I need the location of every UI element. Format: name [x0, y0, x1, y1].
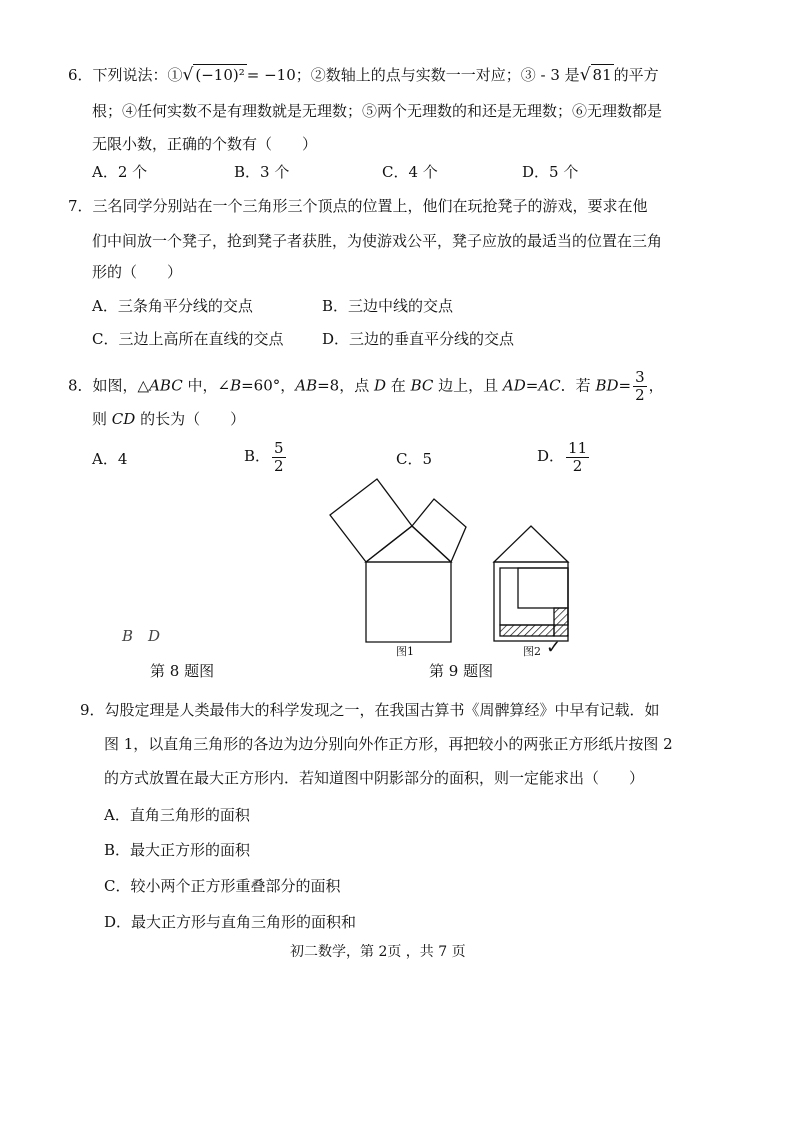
check-mark-icon: ✓ [546, 637, 562, 658]
q8-text: = [525, 376, 539, 395]
q6-text: = −10；②数轴上的点与实数一一对应；③ - 3 是 [246, 66, 580, 84]
q8-var: BD [595, 376, 619, 395]
fraction-numerator: 5 [274, 438, 284, 457]
q6-line-3: 无限小数，正确的个数有（ ） [92, 135, 318, 153]
sqrt-sign: √ [579, 65, 591, 85]
q6-text: 的平方 [613, 66, 659, 84]
q6-option-d: D．5 个 [522, 163, 579, 181]
fraction-numerator: 3 [635, 368, 645, 386]
q8-text: =60°， [241, 376, 296, 395]
q8-text: 8．如图，△ [68, 376, 150, 395]
q8-text: 则 [92, 410, 112, 428]
q6-option-b: B．3 个 [234, 163, 290, 181]
q9-figure-1-label: 图1 [396, 645, 414, 658]
q8-option-a: A．4 [92, 450, 128, 468]
q9-option-d: D．最大正方形与直角三角形的面积和 [104, 913, 357, 931]
q9-figure-2-label: 图2 [523, 645, 541, 658]
q8-figure-points: B D [122, 627, 161, 645]
q7-option-d: D．三边的垂直平分线的交点 [322, 330, 515, 348]
q8-var: AB [295, 376, 318, 395]
q8-var: BC [410, 376, 434, 395]
q7-option-c: C．三边上高所在直线的交点 [92, 330, 284, 348]
q8-var: B [230, 376, 242, 395]
q8-var: AC [538, 376, 561, 395]
q7-option-a: A．三条角平分线的交点 [92, 297, 253, 315]
q9-option-b: B．最大正方形的面积 [104, 841, 251, 859]
q8-text: ， [648, 376, 664, 395]
fraction-denominator: 2 [635, 386, 645, 404]
fig2-small-square-2 [518, 568, 568, 608]
q9-option-c: C．较小两个正方形重叠部分的面积 [104, 877, 341, 895]
fraction-numerator: 11 [568, 438, 588, 457]
option-prefix: B． [244, 447, 271, 465]
option-prefix: D． [537, 447, 565, 465]
q6-sqrt-content: (−10)² [195, 66, 245, 84]
page-footer: 初二数学，第 2页 ，共 7 页 [290, 944, 466, 960]
q8-option-c: C．5 [396, 450, 433, 468]
fraction-denominator: 2 [572, 456, 583, 475]
q8-var: ABC [149, 376, 183, 395]
q9-line-2: 图 1，以直角三角形的各边为边分别向外作正方形，再把较小的两张正方形纸片按图 2 [104, 735, 673, 753]
q8-text: 在 [386, 376, 411, 395]
q8-figure-caption: 第 8 题图 [150, 662, 215, 680]
q8-text: = [618, 376, 632, 395]
q6-line-2: 根；④任何实数不是有理数就是无理数；⑤两个无理数的和还是无理数；⑥无理数都是 [92, 102, 663, 120]
q8-var: D [374, 376, 387, 395]
q7-option-b: B．三边中线的交点 [322, 297, 454, 315]
sqrt-sign: √ [182, 65, 194, 85]
q8-var: CD [111, 410, 136, 428]
q6-text: 6．下列说法：① [68, 66, 183, 84]
q6-option-c: C．4 个 [382, 163, 438, 181]
fig2-shaded-right [554, 608, 568, 636]
q7-line-1: 7．三名同学分别站在一个三角形三个顶点的位置上，他们在玩抢凳子的游戏，要求在他 [68, 197, 648, 215]
q9-line-3: 的方式放置在最大正方形内．若知道图中阴影部分的面积，则一定能求出（ ） [104, 769, 645, 787]
q9-figure-caption: 第 9 题图 [429, 662, 494, 680]
q6-option-a: A．2 个 [92, 163, 148, 181]
q8-text: 边上，且 [433, 376, 503, 395]
fig2-shaded-bottom [500, 625, 554, 636]
q8-text: =8，点 [317, 376, 374, 395]
q9-line-1: 9．勾股定理是人类最伟大的科学发现之一，在我国古算书《周髀算经》中早有记载．如 [80, 701, 660, 719]
q8-var: AD [502, 376, 526, 395]
q8-text: ．若 [560, 376, 596, 395]
q6-sqrt-content: 81 [592, 66, 612, 84]
q8-text: 的长为（ ） [135, 410, 246, 428]
q8-text: 中，∠ [182, 376, 231, 395]
q7-line-3: 形的（ ） [92, 263, 183, 281]
fig2-triangle [494, 526, 568, 562]
q7-line-2: 们中间放一个凳子，抢到凳子者获胜，为使游戏公平，凳子应放的最适当的位置在三角 [92, 232, 663, 250]
q9-option-a: A．直角三角形的面积 [104, 806, 250, 824]
fraction-denominator: 2 [274, 456, 284, 475]
